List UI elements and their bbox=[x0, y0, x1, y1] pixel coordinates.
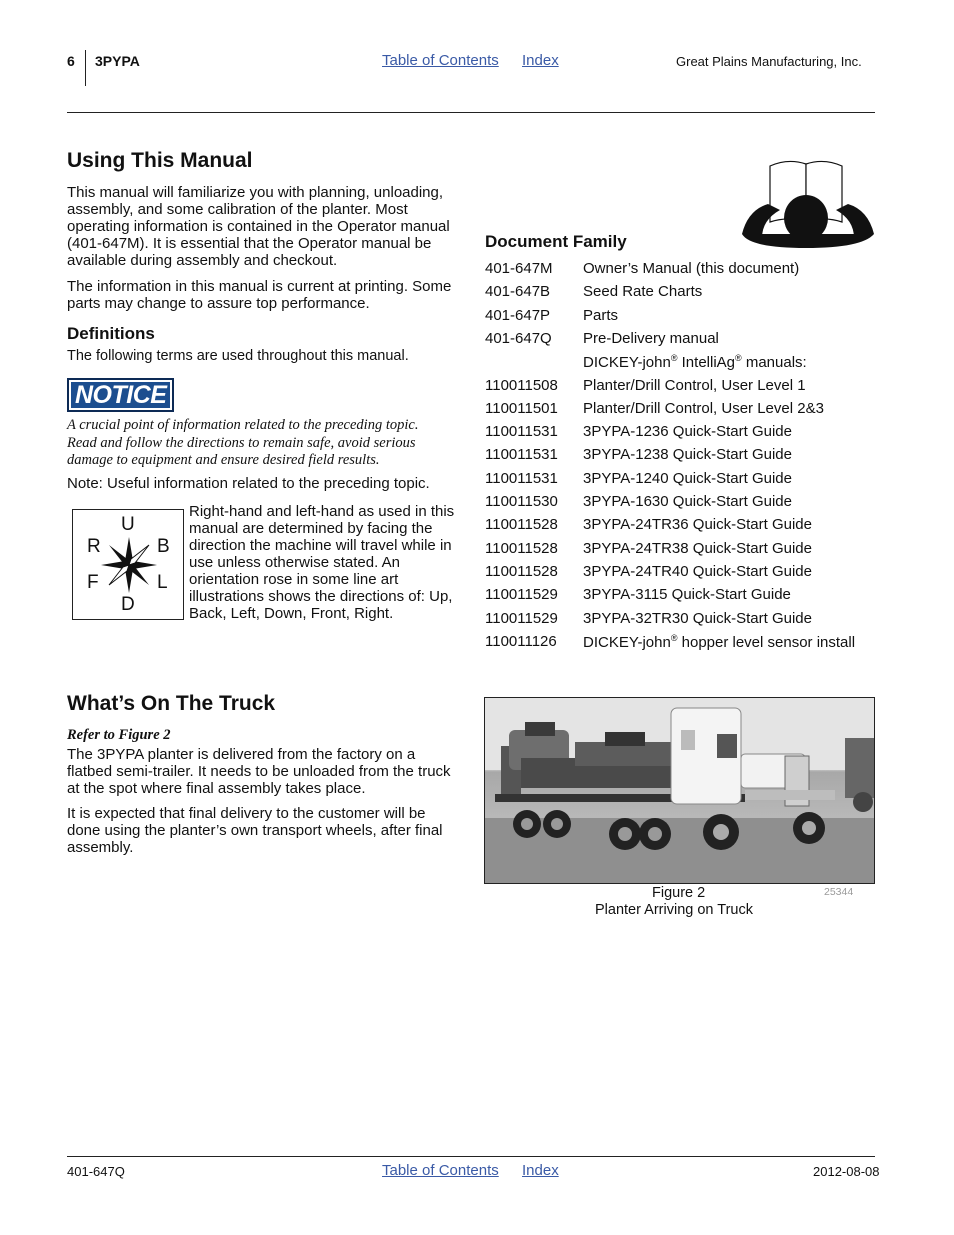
rose-label-back: B bbox=[157, 536, 170, 557]
registered-mark: ® bbox=[670, 633, 678, 643]
document-number: 401-647Q bbox=[485, 330, 552, 347]
document-description: 3PYPA-1240 Quick-Start Guide bbox=[583, 470, 792, 487]
document-number: 110011126 bbox=[485, 633, 557, 650]
rose-label-right: R bbox=[87, 536, 101, 557]
document-number: 110011530 bbox=[485, 493, 558, 510]
truck-illustration bbox=[485, 698, 875, 884]
document-description: 3PYPA-24TR36 Quick-Start Guide bbox=[583, 516, 812, 533]
header-model: 3PYPA bbox=[95, 53, 140, 69]
document-number: 110011529 bbox=[485, 610, 558, 627]
truck-para1: The 3PYPA planter is delivered from the factory on a flatbed semi-trailer. It needs to be unloaded from the truck at the spot where final assembly takes place. bbox=[67, 746, 451, 797]
footer-toc-link[interactable]: Table of Contents bbox=[382, 1162, 499, 1179]
note-text: Note: Useful information related to the preceding topic. bbox=[67, 475, 430, 492]
document-number: 110011508 bbox=[485, 377, 558, 394]
document-description: 3PYPA-32TR30 Quick-Start Guide bbox=[583, 610, 812, 627]
page-number: 6 bbox=[67, 53, 75, 69]
reader-icon bbox=[740, 156, 876, 248]
footer-date: 2012-08-08 bbox=[813, 1164, 880, 1179]
using-manual-para2: The information in this manual is current at printing. Some parts may change to assure top performance. bbox=[67, 278, 452, 312]
document-description: 3PYPA-24TR40 Quick-Start Guide bbox=[583, 563, 812, 580]
rose-description: Right-hand and left-hand as used in this manual are determined by facing the direction the machine will travel while in use unless otherwise stated. An orientation rose in some line art illustrations shows the directions of: Up, Back, Left, Down, Front, Right. bbox=[189, 503, 455, 622]
document-description bbox=[583, 353, 807, 371]
document-number: 110011528 bbox=[485, 516, 558, 533]
document-number: 110011528 bbox=[485, 563, 558, 580]
figure-label: Figure 2 bbox=[652, 885, 706, 901]
document-description-part: DICKEY-john bbox=[583, 634, 671, 651]
document-description-part: hopper level sensor install bbox=[677, 634, 856, 651]
header-tick bbox=[85, 50, 86, 86]
document-description: 3PYPA-1236 Quick-Start Guide bbox=[583, 423, 792, 440]
definitions-intro: The following terms are used throughout this manual. bbox=[67, 348, 409, 364]
document-number: 401-647P bbox=[485, 307, 551, 324]
rose-label-front: F bbox=[87, 572, 99, 593]
document-description: Planter/Drill Control, User Level 1 bbox=[583, 377, 806, 394]
truck-photo bbox=[484, 697, 875, 884]
document-number: 110011531 bbox=[485, 423, 558, 440]
header-toc-link[interactable]: Table of Contents bbox=[382, 52, 499, 69]
document-description: Parts bbox=[583, 307, 619, 324]
truck-refer: Refer to Figure 2 bbox=[67, 727, 171, 743]
document-description-part: manuals: bbox=[741, 354, 807, 371]
figure-id: 25344 bbox=[824, 886, 854, 898]
notice-text: A crucial point of information related to the preceding topic. Read and follow the directions to remain safe, avoid serious damage to equipment and ensure desired field results. bbox=[67, 417, 419, 468]
document-description: Owner’s Manual (this document) bbox=[583, 260, 800, 277]
definitions-title: Definitions bbox=[67, 324, 155, 343]
document-description: 3PYPA-24TR38 Quick-Start Guide bbox=[583, 540, 812, 557]
using-manual-para1: This manual will familiarize you with planning, unloading, assembly, and some calibration of the planter. Most operating information is contained in the Operator manual (401-647M). It is essential that the Operator manual be available during assembly and checkout. bbox=[67, 184, 450, 269]
registered-mark: ® bbox=[735, 353, 742, 363]
document-description bbox=[583, 633, 855, 651]
header-index-link[interactable]: Index bbox=[522, 52, 559, 69]
footer-rule bbox=[67, 1156, 875, 1157]
header-rule bbox=[67, 112, 875, 113]
document-family-title: Document Family bbox=[485, 232, 627, 251]
compass-star-icon bbox=[99, 535, 159, 595]
document-description-part: IntelliAg bbox=[677, 354, 736, 371]
notice-badge: NOTICE bbox=[67, 378, 174, 412]
header-company: Great Plains Manufacturing, Inc. bbox=[676, 54, 862, 69]
footer-index-link[interactable]: Index bbox=[522, 1162, 559, 1179]
document-description: Seed Rate Charts bbox=[583, 283, 703, 300]
using-manual-title: Using This Manual bbox=[67, 149, 253, 172]
truck-para2: It is expected that final delivery to the customer will be done using the planter’s own transport wheels, after final assembly. bbox=[67, 805, 443, 856]
truck-title: What’s On The Truck bbox=[67, 692, 276, 715]
footer-doc-number: 401-647Q bbox=[67, 1164, 125, 1179]
rose-label-left: L bbox=[157, 572, 168, 593]
document-description-part: DICKEY-john bbox=[583, 354, 671, 371]
document-number: 110011528 bbox=[485, 540, 558, 557]
figure-caption: Planter Arriving on Truck bbox=[595, 902, 753, 918]
document-number: 110011501 bbox=[485, 400, 558, 417]
document-description: Pre-Delivery manual bbox=[583, 330, 719, 347]
orientation-rose bbox=[72, 509, 184, 620]
registered-mark: ® bbox=[670, 353, 678, 363]
document-number: 110011531 bbox=[485, 470, 558, 487]
document-description: 3PYPA-1238 Quick-Start Guide bbox=[583, 446, 792, 463]
document-number: 110011531 bbox=[485, 446, 558, 463]
document-description: 3PYPA-1630 Quick-Start Guide bbox=[583, 493, 792, 510]
rose-label-up: U bbox=[121, 514, 135, 535]
rose-label-down: D bbox=[121, 594, 135, 615]
document-description: 3PYPA-3115 Quick-Start Guide bbox=[583, 586, 791, 603]
document-number: 110011529 bbox=[485, 586, 558, 603]
document-description: Planter/Drill Control, User Level 2&3 bbox=[583, 400, 824, 417]
document-number: 401-647B bbox=[485, 283, 551, 300]
document-number: 401-647M bbox=[485, 260, 553, 277]
